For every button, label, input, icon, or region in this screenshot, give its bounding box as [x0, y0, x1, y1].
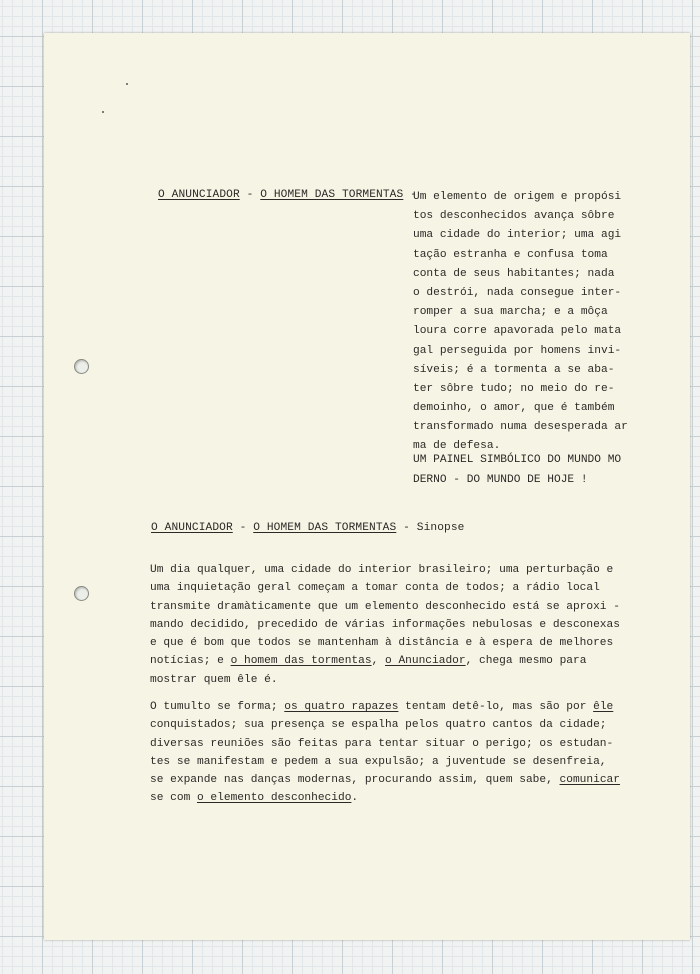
heading-2-title: O ANUNCIADOR — [151, 522, 233, 534]
tagline-line: UM PAINEL SIMBÓLICO DO MUNDO MO — [413, 454, 622, 466]
heading-1-subtitle: O HOMEM DAS TORMENTAS — [260, 189, 404, 201]
synopsis-line: tação estranha e confusa toma — [413, 248, 608, 261]
document-page — [44, 33, 690, 940]
synopsis-line: demoinho, o amor, que é também — [413, 402, 615, 415]
paragraph-line: e que é bom que todos se mantenham à distância e à espera de melhores — [150, 637, 614, 650]
underlined-phrase: o Anunciador — [385, 655, 466, 668]
heading-2-subtitle: O HOMEM DAS TORMENTAS — [253, 522, 397, 534]
heading-1-title: O ANUNCIADOR — [158, 189, 240, 201]
paragraph-line: mando decidido, precedido de várias informações nebulosas e desconexas — [150, 618, 620, 631]
synopsis-line: ma de defesa. — [413, 440, 501, 453]
synopsis-line: loura corre apavorada pelo mata — [413, 325, 622, 338]
short-synopsis — [413, 188, 653, 457]
heading-1: O ANUNCIADOR - O HOMEM DAS TORMENTAS - — [158, 189, 417, 201]
underlined-phrase: os quatro rapazes — [284, 701, 399, 713]
synopsis-line: o destrói, nada consegue inter- — [413, 286, 622, 299]
synopsis-line: uma cidade do interior; uma agi — [413, 229, 622, 242]
paragraph-line: se com o elemento desconhecido. — [150, 792, 359, 805]
synopsis-line: Um elemento de origem e propósi — [413, 191, 622, 203]
synopsis-paragraph-2 — [150, 698, 620, 808]
paragraph-line: conquistados; sua presença se espalha pelos quatro cantos da cidade; — [150, 719, 607, 732]
synopsis-line: tos desconhecidos avança sôbre — [413, 210, 615, 223]
underlined-phrase: comunicar — [559, 774, 620, 787]
underlined-phrase: o elemento desconhecido — [197, 792, 352, 805]
tagline — [413, 451, 621, 490]
paragraph-line: O tumulto se forma; os quatro rapazes tentam detê-lo, mas são por êle — [150, 701, 614, 713]
synopsis-line: conta de seus habitantes; nada — [413, 267, 615, 280]
synopsis-line: ter sôbre tudo; no meio do re- — [413, 382, 615, 395]
paragraph-line: Um dia qualquer, uma cidade do interior brasileiro; uma perturbação e — [150, 564, 614, 576]
punch-hole-bottom — [74, 586, 89, 601]
paragraph-line: transmite dramàticamente que um elemento desconhecido está se aproxi - — [150, 600, 620, 613]
underlined-phrase: êle — [593, 701, 614, 713]
paragraph-line: se expande nas danças modernas, procurando assim, quem sabe, comunicar — [150, 774, 620, 787]
synopsis-line: romper a sua marcha; e a môça — [413, 306, 608, 319]
paragraph-line: notícias; e o homem das tormentas, o Anunciador, chega mesmo para — [150, 655, 587, 668]
paragraph-line: diversas reuniões são feitas para tentar situar o perigo; os estudan- — [150, 737, 614, 750]
underlined-phrase: o homem das tormentas — [230, 655, 372, 668]
paragraph-line: tes se manifestam e pedem a sua expulsão; a juventude se desenfreia, — [150, 755, 607, 768]
punch-hole-top — [74, 359, 89, 374]
paragraph-line: mostrar quem êle é. — [150, 673, 278, 686]
synopsis-line: síveis; é a tormenta a se aba- — [413, 363, 615, 376]
synopsis-line: transformado numa desesperada ar — [413, 421, 628, 434]
heading-2: O ANUNCIADOR - O HOMEM DAS TORMENTAS - Sinopse — [151, 522, 465, 534]
tagline-line: DERNO - DO MUNDO DE HOJE ! — [413, 473, 588, 486]
ink-speck — [102, 111, 104, 113]
paragraph-line: uma inquietação geral começam a tomar conta de todos; a rádio local — [150, 582, 600, 595]
ink-speck — [126, 83, 128, 85]
synopsis-paragraph-1 — [150, 561, 620, 689]
synopsis-line: gal perseguida por homens invi- — [413, 344, 622, 357]
